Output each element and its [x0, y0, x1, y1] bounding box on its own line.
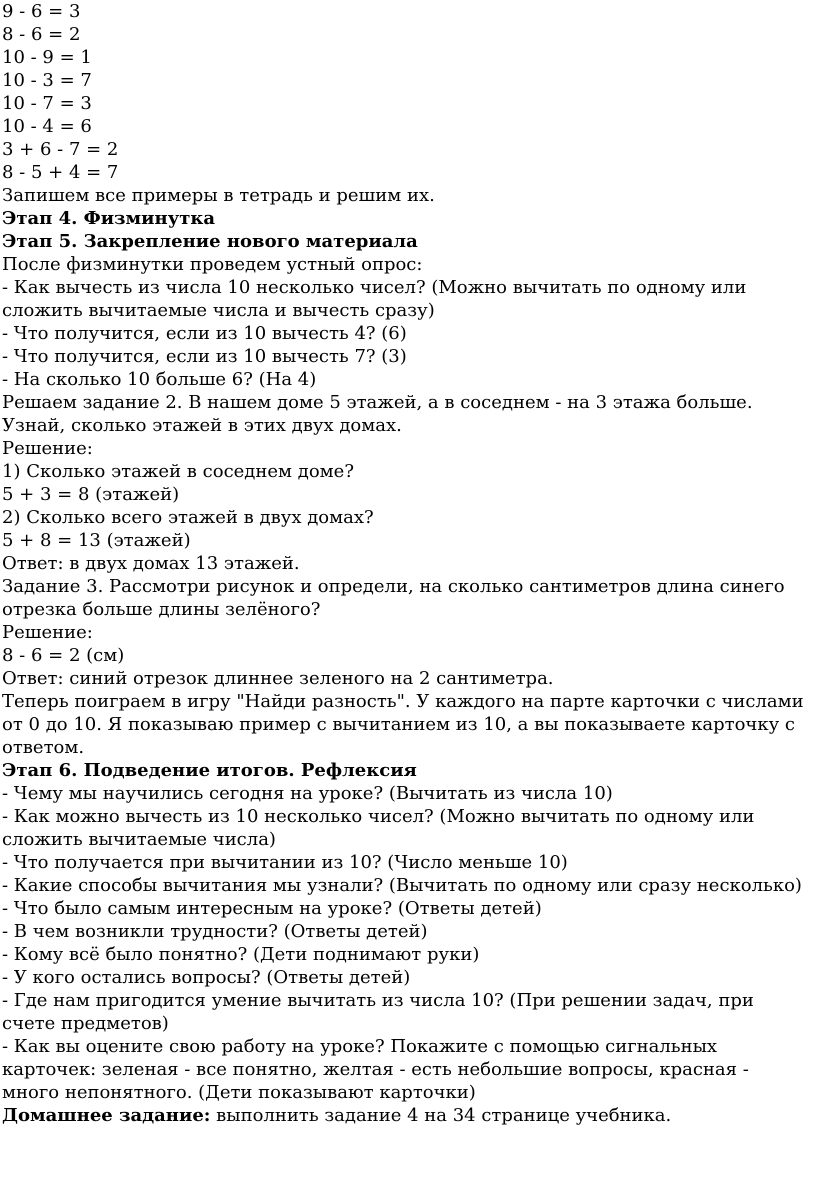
- equation-line: 8 - 5 + 4 = 7: [2, 162, 119, 183]
- document-body: [2, 0, 808, 1127]
- question-line: - Как можно вычесть из 10 несколько чисел? (Можно вычитать по одному или сложить вычитаемые числа): [2, 806, 755, 850]
- answer-line: Ответ: синий отрезок длиннее зеленого на 2 сантиметра.: [2, 668, 554, 689]
- question-line: - В чем возникли трудности? (Ответы детей): [2, 921, 428, 942]
- homework-line: [2, 1104, 808, 1127]
- solution-label: Решение:: [2, 622, 93, 643]
- solution-step: 8 - 6 = 2 (см): [2, 645, 125, 666]
- question-line: - Кому всё было понятно? (Дети поднимают руки): [2, 944, 480, 965]
- homework-text: выполнить задание 4 на 34 странице учебника.: [210, 1105, 672, 1126]
- homework-label: Домашнее задание:: [2, 1105, 211, 1126]
- equation-line: 9 - 6 = 3: [2, 1, 81, 22]
- paragraph: После физминутки проведем устный опрос:: [2, 254, 423, 275]
- equation-line: 10 - 3 = 7: [2, 70, 92, 91]
- stage4-heading: Этап 4. Физминутка: [2, 208, 216, 229]
- equation-line: 10 - 9 = 1: [2, 47, 92, 68]
- equation-line: 8 - 6 = 2: [2, 24, 81, 45]
- answer-line: Ответ: в двух домах 13 этажей.: [2, 553, 300, 574]
- question-line: - Что было самым интересным на уроке? (Ответы детей): [2, 898, 542, 919]
- paragraph: Теперь поиграем в игру "Найди разность". У каждого на парте карточки с числами от 0 до 10. Я показываю пример с вычитанием из 10, а вы показываете карточку с ответом.: [2, 691, 804, 758]
- question-line: - У кого остались вопросы? (Ответы детей): [2, 967, 411, 988]
- task-line: Задание 3. Рассмотри рисунок и определи, на сколько сантиметров длина синего отрезка больше длины зелёного?: [2, 576, 785, 620]
- solution-step: 2) Сколько всего этажей в двух домах?: [2, 507, 374, 528]
- question-line: - Что получится, если из 10 вычесть 7? (3): [2, 346, 407, 367]
- stage6-heading: Этап 6. Подведение итогов. Рефлексия: [2, 760, 417, 781]
- question-line: - Что получится, если из 10 вычесть 4? (6): [2, 323, 407, 344]
- solution-step: 5 + 3 = 8 (этажей): [2, 484, 180, 505]
- task-line: Решаем задание 2. В нашем доме 5 этажей, а в соседнем - на 3 этажа больше. Узнай, сколько этажей в этих двух домах.: [2, 392, 753, 436]
- question-line: - Где нам пригодится умение вычитать из числа 10? (При решении задач, при счете предметов): [2, 990, 754, 1034]
- solution-label: Решение:: [2, 438, 93, 459]
- solution-step: 5 + 8 = 13 (этажей): [2, 530, 191, 551]
- question-line: - Как вы оцените свою работу на уроке? Покажите с помощью сигнальных карточек: зеленая - все понятно, желтая - есть небольшие вопросы, красная - много непонятного. (Дети показывают карточки): [2, 1036, 749, 1103]
- question-line: - Что получается при вычитании из 10? (Число меньше 10): [2, 852, 568, 873]
- paragraph: Запишем все примеры в тетрадь и решим их.: [2, 185, 435, 206]
- equation-line: 10 - 7 = 3: [2, 93, 92, 114]
- solution-step: 1) Сколько этажей в соседнем доме?: [2, 461, 354, 482]
- question-line: - На сколько 10 больше 6? (На 4): [2, 369, 317, 390]
- question-line: - Какие способы вычитания мы узнали? (Вычитать по одному или сразу несколько): [2, 875, 802, 896]
- equation-line: 3 + 6 - 7 = 2: [2, 139, 119, 160]
- question-line: - Как вычесть из числа 10 несколько чисел? (Можно вычитать по одному или сложить вычитаемые числа и вычесть сразу): [2, 277, 747, 321]
- stage5-heading: Этап 5. Закрепление нового материала: [2, 231, 418, 252]
- equation-line: 10 - 4 = 6: [2, 116, 92, 137]
- question-line: - Чему мы научились сегодня на уроке? (Вычитать из числа 10): [2, 783, 613, 804]
